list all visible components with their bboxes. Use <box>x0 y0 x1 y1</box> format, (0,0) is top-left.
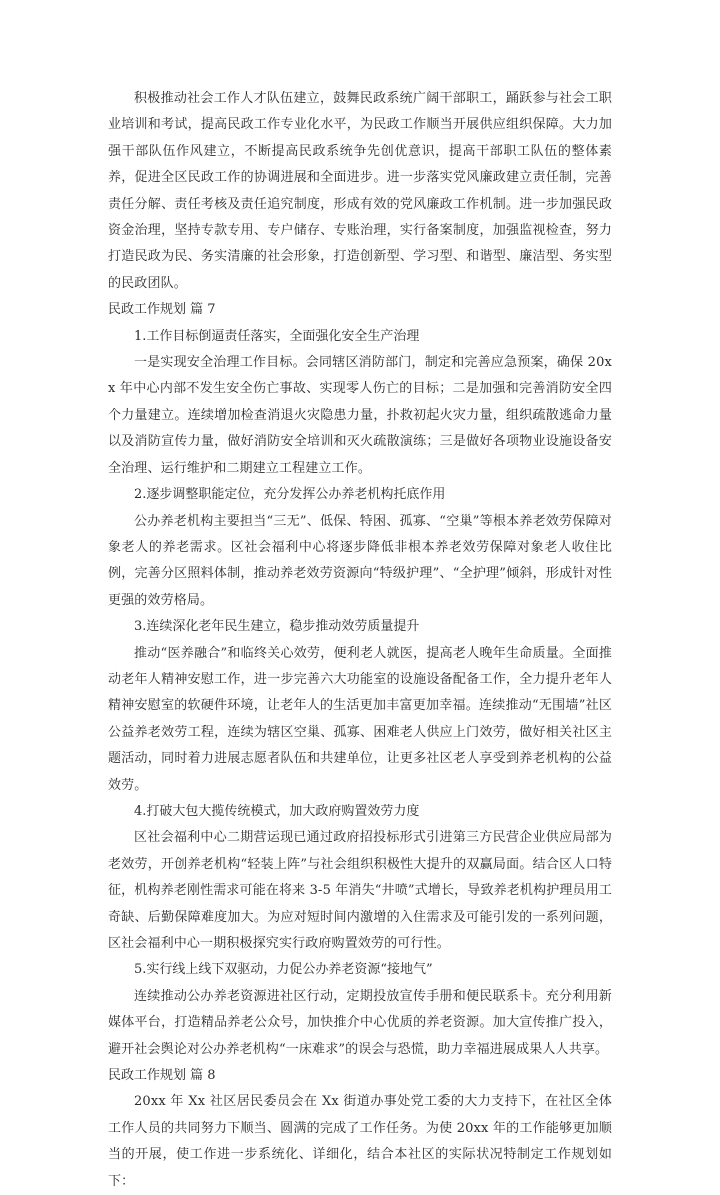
paragraph-safety-goals: 一是实现安全治理工作目标。会同辖区消防部门，制定和完善应急预案，确保 20xx 年中心内部不发生安全伤亡事故、实现零人伤亡的目标；二是加强和完善消防安全四个力量建立。连续增加检查消退火灾隐患力量，扑救初起火灾力量，组织疏散逃命力量以及消防宣传力量，做好消防安全培训和灭火疏散演练；三是做好各项物业设施设备安全治理、运行维护和二期建立工程建立工作。 <box>108 355 612 476</box>
paragraph-public-elderly-care: 公办养老机构主要担当“三无”、低保、特困、孤寡、“空巢”等根本养老效劳保障对象老人的养老需求。区社会福利中心将逐步降低非根本养老效劳保障对象老人收住比例，完善分区照料体制，推动养老效劳资源向“特级护理”、“全护理”倾斜，形成针对性更强的效劳格局。 <box>108 513 612 608</box>
document-page <box>108 86 612 1195</box>
paragraph-team-building: 积极推动社会工作人才队伍建立，鼓舞民政系统广阔干部职工，踊跃参与社会工职业培训和考试，提高民政工作专业化水平，为民政工作顺当开展供应组织保障。大力加强干部队伍作风建立，不断提高民政系统争先创优意识，提高干部职工队伍的整体素养，促进全区民政工作的协调进展和全面进步。进一步落实党风廉政建立责任制，完善责任分解、责任考核及责任追究制度，形成有效的党风廉政工作机制。进一步加强民政资金治理，坚持专款专用、专户储存、专账治理，实行备案制度，加强监视检查，努力打造民政为民、务实清廉的社会形象，打造创新型、学习型、和谐型、廉洁型、务实型的民政团队。 <box>108 91 612 291</box>
paragraph-online-offline: 连续推动公办养老资源进社区行动，定期投放宣传手册和便民联系卡。充分利用新媒体平台，打造精品养老公众号，加快推介中心优质的养老资源。加大宣传推广投入，避开社会舆论对公办养老机构“一床难求”的误会与恐慌，助力幸福进展成果人人共享。 <box>108 988 612 1057</box>
paragraph-service-quality: 推动“医养融合”和临终关心效劳，便利老人就医，提高老人晚年生命质量。全面推动老年人精神安慰工作，进一步完善六大功能室的设施设备配备工作，全力提升老年人精神安慰室的软硬件环境，让老年人的生活更加丰富更加幸福。连续推动“无围墙”社区公益养老效劳工程，连续为辖区空巢、孤寡、困难老人供应上门效劳，做好相关社区主题活动，同时着力进展志愿者队伍和共建单位，让更多社区老人享受到养老机构的公益效劳。 <box>108 645 612 793</box>
subheading-safety-management: 1.工作目标倒逼责任落实，全面强化安全生产治理 <box>134 328 420 344</box>
subheading-public-elderly-care: 2.逐步调整职能定位，充分发挥公办养老机构托底作用 <box>134 487 446 503</box>
paragraph-community-plan-intro: 20xx 年 Xx 社区居民委员会在 Xx 街道办事处党工委的大力支持下，在社区全体工作人员的共同努力下顺当、圆满的完成了工作任务。为使 20xx 年的工作能够更加顺当的开展，使工作进一步系统化、详细化，结合本社区的实际状况特制定工作规划如下： <box>108 1094 612 1189</box>
section-heading-plan-7: 民政工作规划 篇 7 <box>108 302 216 318</box>
subheading-government-purchase: 4.打破大包大揽传统模式，加大政府购置效劳力度 <box>134 803 420 819</box>
paragraph-government-purchase: 区社会福利中心二期营运现已通过政府招投标形式引进第三方民营企业供应局部为老效劳，开创养老机构“轻装上阵”与社会组织积极性大提升的双赢局面。结合区人口特征，机构养老刚性需求可能在将来 3-5 年消失“井喷”式增长，导致养老机构护理员用工奇缺、后勤保障难度加大。为应对短时间内激增的入住需求及可能引发的一系列问题，区社会福利中心一期积极探究实行政府购置效劳的可行性。 <box>108 830 612 951</box>
subheading-service-quality: 3.连续深化老年民生建立，稳步推动效劳质量提升 <box>134 619 420 635</box>
section-heading-plan-8: 民政工作规划 篇 8 <box>108 1068 216 1084</box>
subheading-online-offline: 5.实行线上线下双驱动，力促公办养老资源“接地气” <box>134 962 433 978</box>
